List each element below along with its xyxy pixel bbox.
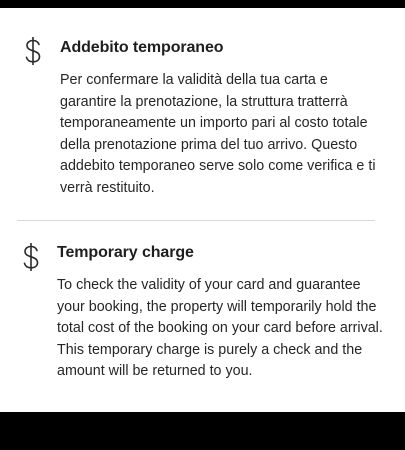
body-line: della prenotazione prima del tuo arrivo. Questo: [60, 136, 358, 153]
policy-content: [0, 8, 405, 412]
body-line: addebito temporaneo serve solo come verifica e ti: [60, 158, 376, 175]
body-line: temporaneamente un importo pari al costo totale: [60, 115, 368, 132]
body-line: To check the validity of your card and guarantee: [57, 277, 361, 293]
body-line: This temporary charge is purely a check and the: [57, 341, 363, 358]
bottom-frame-bar: [0, 412, 405, 450]
dollar-icon: [22, 36, 44, 66]
body-line: garantire la prenotazione, la struttura tratterrà: [60, 93, 348, 110]
section-title: Addebito temporaneo: [60, 39, 224, 56]
section-title: Temporary charge: [57, 244, 194, 261]
body-line: total cost of the booking on your card before arrival.: [57, 320, 383, 337]
section-divider: [17, 220, 375, 221]
body-line: verrà restituito.: [60, 179, 155, 196]
body-line: amount will be returned to you.: [57, 363, 253, 380]
section-body: [57, 275, 387, 383]
section-body: [60, 70, 390, 200]
body-line: Per confermare la validità della tua carta e: [60, 72, 328, 88]
body-line: your booking, the property will temporarily hold the: [57, 298, 377, 315]
dollar-icon: [20, 242, 42, 272]
top-frame-bar: [0, 0, 405, 8]
